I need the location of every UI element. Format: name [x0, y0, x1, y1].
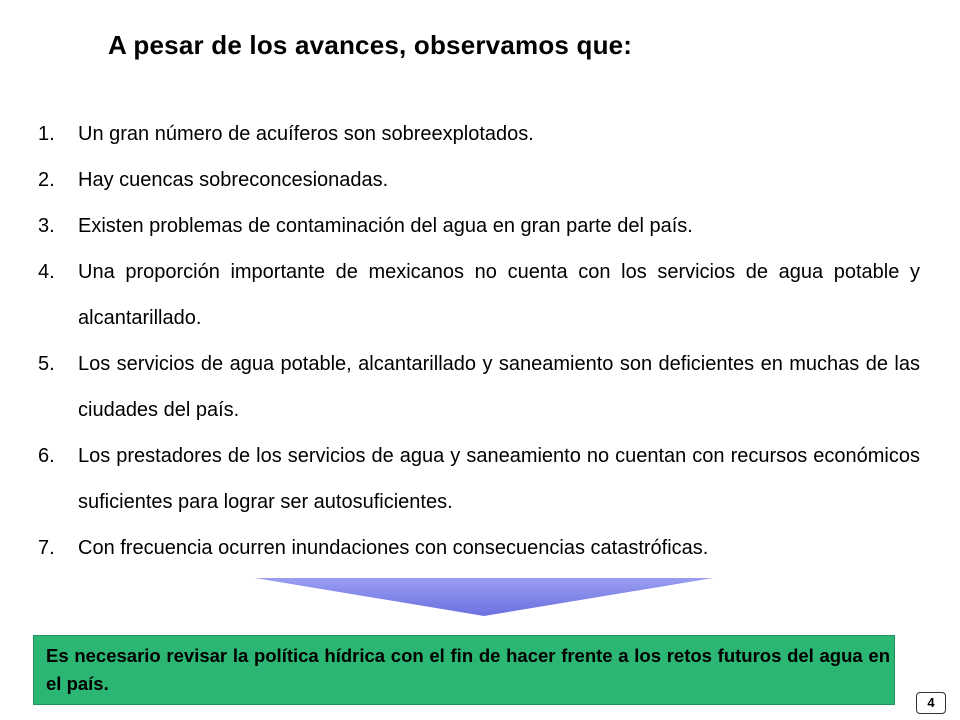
- item-number: 6.: [38, 445, 55, 467]
- item-number: 4.: [38, 261, 55, 283]
- page-number: 4: [916, 692, 946, 714]
- item-number: 2.: [38, 169, 55, 191]
- list-item: [38, 111, 920, 157]
- conclusion-text: Es necesario revisar la política hídrica con el fin de hacer frente a los retos futuros del agua en el país.: [46, 645, 890, 694]
- item-number: 7.: [38, 537, 55, 559]
- list-item: [38, 157, 920, 203]
- item-text: Los prestadores de los servicios de agua y saneamiento no cuentan con recursos económicos suficientes para lograr ser autosuficientes.: [78, 445, 920, 513]
- item-text: Existen problemas de contaminación del agua en gran parte del país.: [78, 215, 693, 237]
- down-arrow-icon: [255, 578, 713, 616]
- list-item: [38, 203, 920, 249]
- item-text: Una proporción importante de mexicanos no cuenta con los servicios de agua potable y alcantarillado.: [78, 261, 920, 329]
- slide-title: A pesar de los avances, observamos que:: [108, 30, 633, 60]
- findings-list: [38, 111, 920, 571]
- item-text: Un gran número de acuíferos son sobreexplotados.: [78, 123, 534, 145]
- item-text: Con frecuencia ocurren inundaciones con consecuencias catastróficas.: [78, 537, 709, 559]
- list-item: [38, 249, 920, 341]
- item-number: 3.: [38, 215, 55, 237]
- item-number: 1.: [38, 123, 55, 145]
- item-text: Los servicios de agua potable, alcantarillado y saneamiento son deficientes en muchas de las ciudades del país.: [78, 353, 920, 421]
- item-number: 5.: [38, 353, 55, 375]
- item-text: Hay cuencas sobreconcesionadas.: [78, 169, 389, 191]
- conclusion-box: [33, 635, 895, 705]
- list-item: [38, 433, 920, 525]
- list-item: [38, 525, 920, 571]
- list-item: [38, 341, 920, 433]
